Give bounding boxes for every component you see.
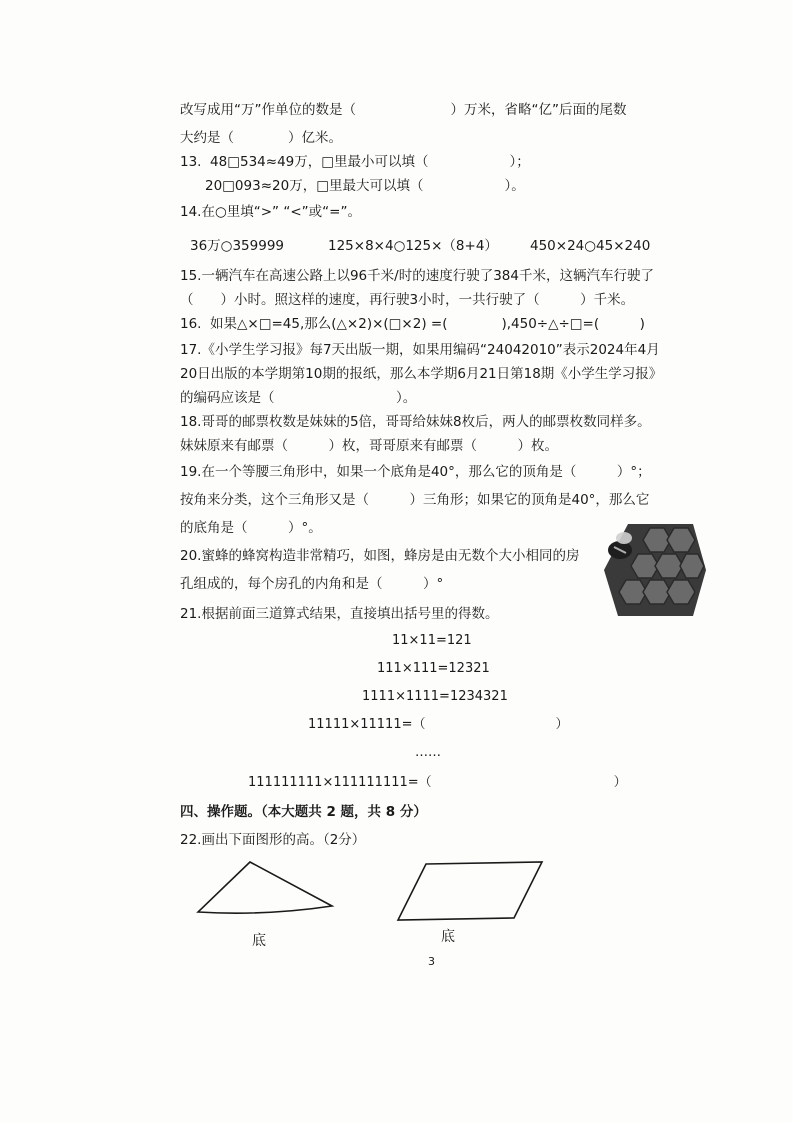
q12-line-1: 改写成用“万”作单位的数是（ ）万米，省略“亿”后面的尾数 — [180, 102, 627, 118]
parallelogram-figure — [390, 858, 550, 924]
seq-line-5: 111111111×111111111=（ ） — [248, 775, 627, 790]
triangle-figure — [190, 858, 350, 920]
q19-line-2: 按角来分类，这个三角形又是（ ）三角形；如果它的顶角是40°，那么它 — [180, 492, 650, 508]
q21-prompt: 21.根据前面三道算式结果，直接填出括号里的得数。 — [180, 606, 499, 622]
q18-line-2: 妹妹原来有邮票（ ）枚，哥哥原来有邮票（ ）枚。 — [180, 438, 558, 454]
triangle-base-label: 底 — [252, 933, 266, 949]
q19-line-3: 的底角是（ ）°。 — [180, 520, 322, 536]
honeycomb-image — [598, 520, 708, 620]
page-number: 3 — [428, 955, 435, 968]
q17-line-2: 20日出版的本学期第10期的报纸，那么本学期6月21日第18期《小学生学习报》 — [180, 366, 663, 382]
q14-item-1: 36万○359999 — [190, 238, 284, 254]
seq-line-3: 1111×1111=1234321 — [362, 689, 508, 704]
q20-line-2: 孔组成的，每个房孔的内角和是（ ）° — [180, 576, 444, 592]
q20-line-1: 20.蜜蜂的蜂窝构造非常精巧，如图，蜂房是由无数个大小相同的房 — [180, 548, 580, 564]
parallelogram-base-label: 底 — [441, 929, 455, 945]
bee-icon — [608, 532, 632, 559]
q15-line-2: （ ）小时。照这样的速度，再行驶3小时，一共行驶了（ ）千米。 — [180, 292, 635, 308]
q18-line-1: 18.哥哥的邮票枚数是妹妹的5倍，哥哥给妹妹8枚后，两人的邮票枚数同样多。 — [180, 414, 651, 430]
seq-ellipsis: …… — [415, 745, 441, 760]
seq-line-1: 11×11=121 — [392, 633, 472, 648]
q19-line-1: 19.在一个等腰三角形中，如果一个底角是40°，那么它的顶角是（ ）°； — [180, 464, 651, 480]
q14-item-3: 450×24○45×240 — [530, 238, 651, 254]
q13-line-2: 20□093≈20万，□里最大可以填（ ）。 — [205, 178, 525, 194]
q16-line: 16. 如果△×□=45,那么(△×2)×(□×2) =( ),450÷△÷□=( ) — [180, 316, 645, 332]
seq-line-4: 11111×11111=（ ） — [308, 717, 569, 732]
section-4-heading: 四、操作题。（本大题共 2 题，共 8 分） — [180, 804, 427, 820]
seq-line-2: 111×111=12321 — [377, 661, 490, 676]
q12-line-2: 大约是（ ）亿米。 — [180, 130, 342, 146]
q17-line-1: 17.《小学生学习报》每7天出版一期，如果用编码“24042010”表示2024年4月 — [180, 342, 660, 358]
q13-line-1: 13. 48□534≈49万，□里最小可以填（ ）； — [180, 154, 530, 170]
q17-line-3: 的编码应该是（ ）。 — [180, 390, 417, 406]
q14-prompt: 14.在○里填“>” “<”或“=”。 — [180, 204, 361, 220]
q15-line-1: 15.一辆汽车在高速公路上以96千米/时的速度行驶了384千米，这辆汽车行驶了 — [180, 268, 654, 284]
q14-item-2: 125×8×4○125×（8+4） — [328, 238, 498, 254]
q22-prompt: 22.画出下面图形的高。（2分） — [180, 832, 366, 848]
